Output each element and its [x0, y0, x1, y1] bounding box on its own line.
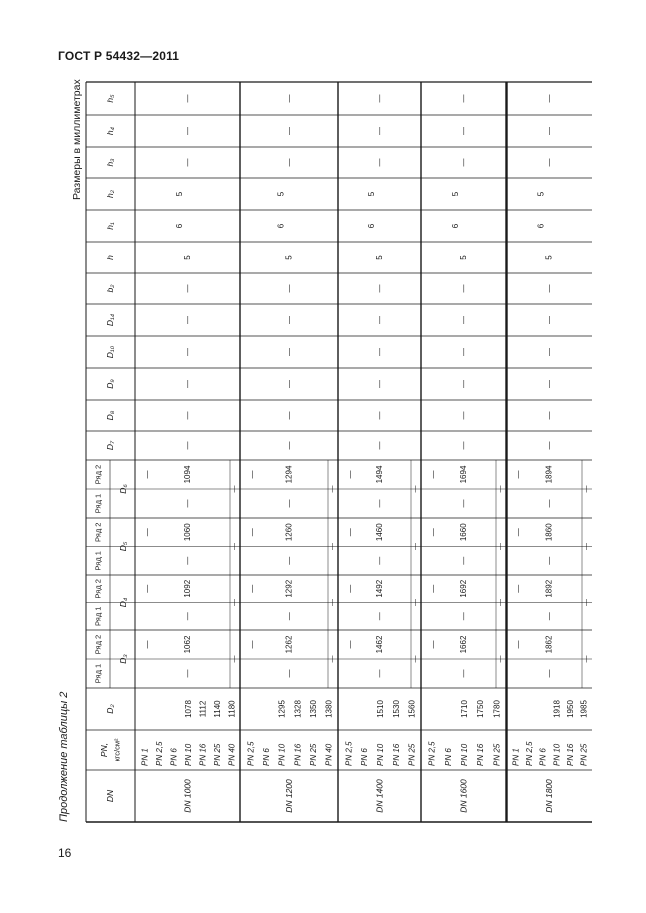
d7-dash: — — [183, 441, 192, 450]
d6-row1-dash: — — [284, 499, 294, 508]
d3-dash: — — [513, 640, 523, 649]
h2-value: 5 — [367, 191, 376, 197]
col-header-d9: D₉ — [105, 379, 115, 389]
d5-row1-dash: — — [183, 556, 192, 565]
d5-row2-value: 1460 — [375, 523, 384, 542]
d6-end-dash: — — [497, 485, 505, 493]
d5-dash: — — [345, 528, 355, 537]
d3-row1-dash: — — [459, 669, 468, 678]
d2-value: 1140 — [212, 700, 222, 718]
h5-dash: — — [459, 94, 468, 103]
d4-row1-dash: — — [544, 612, 554, 621]
b2-dash: — — [544, 284, 554, 293]
pn-value: PN 6 — [538, 748, 548, 766]
col-header-d3-row1: Ряд 1 — [93, 663, 103, 684]
d4-row1-dash: — — [459, 612, 468, 621]
h-value: 5 — [284, 255, 294, 260]
d2-value: 1380 — [324, 700, 334, 718]
h4-dash: — — [284, 127, 294, 135]
d2-value: 1328 — [293, 700, 303, 718]
pn-value: PN 2,5 — [246, 741, 256, 766]
document-header: ГОСТ Р 54432—2011 — [58, 49, 180, 63]
d4-end-dash: — — [412, 599, 420, 606]
d4-end-dash: — — [583, 599, 591, 606]
col-header-d10: D₁₀ — [105, 345, 115, 359]
col-header-d5-row1: Ряд 1 — [93, 551, 103, 571]
h-value: 5 — [375, 255, 384, 260]
d9-dash: — — [183, 380, 192, 388]
pn-value: PN 2,5 — [427, 741, 437, 766]
h3-dash: — — [544, 158, 554, 167]
h5-dash: — — [375, 94, 384, 103]
pn-value: PN 40 — [324, 743, 334, 766]
d3-row2-value: 1462 — [375, 635, 384, 654]
pn-value: PN 25 — [407, 743, 417, 766]
d4-row2-value: 1492 — [375, 579, 384, 598]
col-header-h4: h₄ — [105, 126, 115, 136]
d5-end-dash: — — [231, 543, 239, 550]
d2-value: 1112 — [198, 700, 208, 718]
d2-value: 1780 — [492, 700, 502, 718]
h2-value: 5 — [536, 191, 546, 197]
h-value: 5 — [544, 255, 554, 260]
pn-value: PN 16 — [293, 743, 303, 766]
col-header-b2: b₂ — [105, 284, 115, 293]
d8-dash: — — [459, 411, 468, 420]
dn-value: DN 1400 — [374, 779, 385, 813]
d3-row1-dash: — — [544, 669, 554, 678]
d4-row2-value: 1292 — [284, 579, 294, 598]
d2-value: 1950 — [566, 700, 575, 718]
d6-row2-value: 1894 — [544, 465, 554, 484]
d2-value: 1350 — [309, 700, 318, 718]
d6-row2-value: 1694 — [459, 465, 468, 484]
d5-end-dash: — — [329, 543, 337, 550]
d3-dash: — — [247, 640, 257, 649]
h-value: 5 — [459, 255, 468, 260]
d4-row2-value: 1692 — [459, 579, 468, 598]
pn-value: PN 10 — [552, 743, 562, 766]
d2-value: 1710 — [460, 700, 469, 718]
d2-value: 1180 — [227, 700, 237, 718]
col-header-d4-row2: Ряд 2 — [93, 579, 103, 599]
d14-dash: — — [544, 316, 554, 324]
d3-end-dash: — — [329, 655, 337, 663]
h3-dash: — — [459, 158, 468, 167]
d5-dash: — — [428, 528, 438, 537]
d4-dash: — — [345, 584, 355, 593]
d4-row1-dash: — — [284, 612, 294, 621]
d6-dash: — — [142, 470, 152, 479]
d3-row1-dash: — — [375, 669, 384, 678]
col-header-d6-row2: Ряд 2 — [93, 464, 103, 485]
d4-row2-value: 1892 — [544, 579, 554, 598]
col-header-h5: h₅ — [105, 94, 115, 103]
d5-row2-value: 1660 — [459, 523, 468, 542]
d4-dash: — — [142, 584, 152, 593]
d2-value: 1750 — [476, 700, 486, 718]
col-header-d5-row2: Ряд 2 — [93, 522, 103, 542]
d6-row2-value: 1294 — [284, 465, 294, 484]
h5-dash: — — [544, 94, 554, 103]
d3-end-dash: — — [583, 655, 591, 663]
d9-dash: — — [284, 380, 294, 388]
pn-value: PN 1 — [140, 748, 150, 766]
d14-dash: — — [183, 316, 192, 324]
d14-dash: — — [284, 316, 294, 324]
pn-value: PN 16 — [391, 743, 401, 766]
h5-dash: — — [183, 94, 192, 103]
d6-row1-dash: — — [544, 499, 554, 508]
col-header-d2: D₂ — [105, 704, 115, 714]
h1-value: 6 — [367, 223, 376, 229]
d5-row1-dash: — — [284, 556, 294, 565]
d8-dash: — — [375, 411, 384, 420]
d14-dash: — — [459, 316, 468, 324]
d5-dash: — — [247, 528, 257, 537]
d6-dash: — — [428, 470, 438, 479]
d5-row1-dash: — — [459, 556, 468, 565]
pn-value: PN 2,5 — [525, 741, 534, 766]
pn-value: PN 10 — [277, 743, 287, 766]
d5-end-dash: — — [412, 543, 420, 550]
d9-dash: — — [459, 380, 468, 388]
d5-dash: — — [513, 528, 523, 537]
d6-end-dash: — — [329, 485, 337, 493]
h2-value: 5 — [451, 191, 460, 197]
continuation-label: Продолжение таблицы 2 — [58, 691, 70, 822]
d6-end-dash: — — [231, 485, 239, 493]
b2-dash: — — [459, 284, 468, 293]
col-header-pn-unit: кгс/см² — [112, 738, 122, 762]
d3-end-dash: — — [497, 655, 505, 663]
d6-dash: — — [345, 470, 355, 479]
d10-dash: — — [284, 348, 294, 356]
d6-end-dash: — — [583, 485, 591, 493]
col-header-d6-row1: Ряд 1 — [93, 493, 103, 514]
b2-dash: — — [284, 284, 294, 293]
col-header-d5: D₅ — [118, 541, 128, 552]
d2-value: 1510 — [376, 700, 385, 718]
d2-value: 1530 — [391, 700, 401, 718]
pn-value: PN 2,5 — [344, 741, 354, 766]
d10-dash: — — [183, 348, 192, 356]
h2-value: 5 — [276, 191, 286, 197]
dn-value: DN 1600 — [458, 779, 469, 813]
d3-row2-value: 1662 — [459, 635, 468, 654]
d2-value: 1560 — [407, 700, 417, 718]
d8-dash: — — [183, 411, 192, 420]
d3-row2-value: 1262 — [284, 635, 294, 654]
dn-value: DN 1800 — [544, 779, 554, 813]
h3-dash: — — [375, 158, 384, 167]
d3-end-dash: — — [231, 655, 239, 663]
col-header-d6: D₆ — [118, 484, 128, 494]
d4-row2-value: 1092 — [183, 579, 192, 598]
d8-dash: — — [544, 411, 554, 420]
d2-value: 1295 — [277, 700, 287, 718]
d2-value: 1985 — [579, 700, 589, 718]
d6-row2-value: 1494 — [375, 465, 384, 484]
d5-row2-value: 1060 — [183, 523, 192, 542]
d3-end-dash: — — [412, 655, 420, 663]
pn-value: PN 40 — [227, 743, 237, 766]
d6-row2-value: 1094 — [183, 465, 192, 484]
h-value: 5 — [183, 255, 192, 260]
d4-end-dash: — — [231, 599, 239, 606]
d4-dash: — — [247, 584, 257, 593]
d4-end-dash: — — [497, 599, 505, 606]
h4-dash: — — [459, 127, 468, 135]
col-header-d3-row2: Ряд 2 — [93, 634, 103, 655]
d6-dash: — — [247, 470, 257, 479]
d5-row1-dash: — — [544, 556, 554, 565]
b2-dash: — — [183, 284, 192, 293]
d10-dash: — — [459, 348, 468, 356]
d6-dash: — — [513, 470, 523, 479]
d3-row2-value: 1062 — [183, 635, 192, 654]
pn-value: PN 16 — [198, 743, 208, 766]
pn-value: PN 16 — [476, 743, 486, 766]
h1-value: 6 — [175, 223, 184, 229]
col-header-d7: D₇ — [105, 440, 115, 451]
h3-dash: — — [183, 158, 192, 167]
col-header-h1: h₁ — [105, 222, 115, 230]
d10-dash: — — [544, 348, 554, 356]
col-header-h3: h₃ — [105, 158, 115, 167]
d9-dash: — — [544, 380, 554, 388]
d3-dash: — — [345, 640, 355, 649]
d5-row2-value: 1260 — [284, 523, 294, 542]
pn-value: PN 25 — [212, 743, 222, 766]
d14-dash: — — [375, 316, 384, 324]
d8-dash: — — [284, 411, 294, 420]
pn-value: PN 6 — [169, 748, 179, 766]
pn-value: PN 25 — [492, 743, 502, 766]
h4-dash: — — [183, 127, 192, 135]
d5-row1-dash: — — [375, 556, 384, 565]
d3-dash: — — [428, 640, 438, 649]
h1-value: 6 — [451, 223, 460, 229]
pn-value: PN 6 — [360, 748, 370, 766]
pn-value: PN 16 — [566, 743, 575, 766]
h3-dash: — — [284, 158, 294, 167]
d6-row1-dash: — — [183, 499, 192, 508]
col-header-d14: D₁₄ — [105, 313, 115, 327]
pn-value: PN 10 — [184, 743, 193, 766]
d5-end-dash: — — [497, 543, 505, 550]
d3-row1-dash: — — [284, 669, 294, 678]
col-header-d4: D₄ — [118, 597, 128, 608]
d3-row2-value: 1862 — [544, 635, 554, 654]
d4-dash: — — [513, 584, 523, 593]
pn-value: PN 1 — [511, 748, 521, 766]
d4-dash: — — [428, 584, 438, 593]
col-header-d4-row1: Ряд 1 — [93, 606, 103, 626]
col-header-h: h — [105, 255, 115, 260]
col-header-d3: D₃ — [118, 654, 128, 664]
d5-row2-value: 1860 — [544, 523, 554, 542]
d5-dash: — — [142, 528, 152, 537]
d6-row1-dash: — — [375, 499, 384, 508]
h5-dash: — — [284, 94, 294, 103]
d2-value: 1078 — [184, 700, 193, 718]
dn-value: DN 1000 — [182, 779, 193, 813]
col-header-d8: D₈ — [105, 410, 115, 421]
d3-row1-dash: — — [183, 669, 192, 678]
d4-row1-dash: — — [375, 612, 384, 621]
pn-value: PN 2,5 — [155, 741, 165, 766]
page-number: 16 — [58, 846, 72, 860]
pn-value: PN 10 — [376, 743, 385, 766]
pn-value: PN 25 — [309, 743, 318, 766]
d10-dash: — — [375, 348, 384, 356]
h4-dash: — — [375, 127, 384, 135]
col-header-dn: DN — [105, 789, 115, 803]
d7-dash: — — [544, 441, 554, 450]
pn-value: PN 6 — [262, 748, 271, 766]
h1-value: 6 — [536, 223, 546, 229]
units-label: Размеры в миллиметрах — [71, 79, 83, 200]
d4-end-dash: — — [329, 599, 337, 606]
b2-dash: — — [375, 284, 384, 293]
h2-value: 5 — [175, 191, 184, 197]
col-header-pn: PN, — [99, 742, 109, 758]
h1-value: 6 — [276, 223, 286, 229]
d3-dash: — — [142, 640, 152, 649]
pn-value: PN 6 — [443, 748, 453, 766]
d7-dash: — — [284, 441, 294, 450]
col-header-h2: h₂ — [105, 190, 115, 198]
d2-value: 1918 — [552, 700, 562, 718]
d7-dash: — — [375, 441, 384, 450]
d5-end-dash: — — [583, 543, 591, 550]
d7-dash: — — [459, 441, 468, 450]
d6-end-dash: — — [412, 485, 420, 493]
pn-value: PN 10 — [460, 743, 469, 766]
dn-value: DN 1200 — [284, 779, 294, 813]
d4-row1-dash: — — [183, 612, 192, 621]
d6-row1-dash: — — [459, 499, 468, 508]
d9-dash: — — [375, 380, 384, 388]
pn-value: PN 25 — [579, 743, 589, 766]
h4-dash: — — [544, 127, 554, 135]
